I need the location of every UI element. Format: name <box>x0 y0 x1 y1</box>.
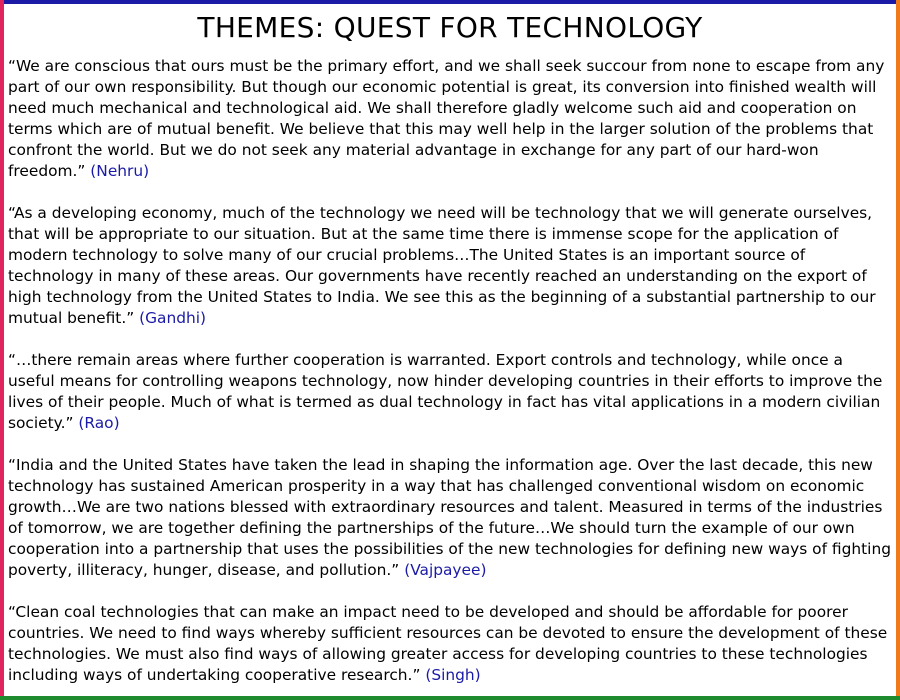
quote-speaker: (Rao) <box>78 414 120 432</box>
quote-rao <box>8 350 892 434</box>
quote-gandhi <box>8 203 892 329</box>
quote-speaker: (Gandhi) <box>139 309 207 327</box>
quote-singh <box>8 602 892 686</box>
slide-title: THEMES: QUEST FOR TECHNOLOGY <box>197 11 703 44</box>
quote-text: “As a developing economy, much of the technology we need will be technology that we will generate ourselves, that will be appropriate to our situation. But at the same time there is immense scope for the application of modern technology to solve many of our crucial problems…The United States is an important source of technology in many of these areas. Our governments have recently reached an understanding on the export of high technology from the United States to India. We see this as the beginning of a substantial partnership to our mutual benefit.” <box>8 204 876 327</box>
quote-text: “India and the United States have taken the lead in shaping the information age. Over the last decade, this new technology has sustained American prosperity in a way that has challenged conventional wisdom on economic growth…We are two nations blessed with extraordinary resources and talent. Measured in terms of the industries of tomorrow, we are together defining the partnerships of the future…We should turn the example of our own cooperation into a partnership that uses the possibilities of the new technologies for defining new ways of fighting poverty, illiteracy, hunger, disease, and pollution.” <box>8 456 891 579</box>
left-border <box>0 0 4 700</box>
quote-speaker: (Singh) <box>425 666 481 684</box>
quote-text: “Clean coal technologies that can make an impact need to be developed and should be affordable for poorer countries. We need to find ways whereby sufficient resources can be devoted to ensure the development of these technologies. We must also find ways of allowing greater access for developing countries to these technologies including ways of undertaking cooperative research.” <box>8 603 888 684</box>
quote-text: “We are conscious that ours must be the primary effort, and we shall seek succour from none to escape from any part of our own responsibility. But though our economic potential is great, its conversion into finished wealth will need much mechanical and technological aid. We shall therefore gladly welcome such aid and cooperation on terms which are of mutual benefit. We believe that this may well help in the larger solution of the problems that confront the world. But we do not seek any material advantage in exchange for any part of our hard-won freedom.” <box>8 57 885 180</box>
quote-text: “…there remain areas where further cooperation is warranted. Export controls and technology, while once a useful means for controlling weapons technology, now hinder developing countries in their efforts to improve the lives of their people. Much of what is termed as dual technology in fact has vital applications in a modern civilian society.” <box>8 351 883 432</box>
right-border <box>896 0 900 700</box>
quote-vajpayee <box>8 455 892 581</box>
quote-list <box>8 56 892 686</box>
quote-speaker: (Vajpayee) <box>404 561 487 579</box>
quote-nehru <box>8 56 892 182</box>
quote-speaker: (Nehru) <box>90 162 150 180</box>
slide <box>8 8 892 696</box>
top-border <box>0 0 900 4</box>
bottom-border <box>0 696 900 700</box>
